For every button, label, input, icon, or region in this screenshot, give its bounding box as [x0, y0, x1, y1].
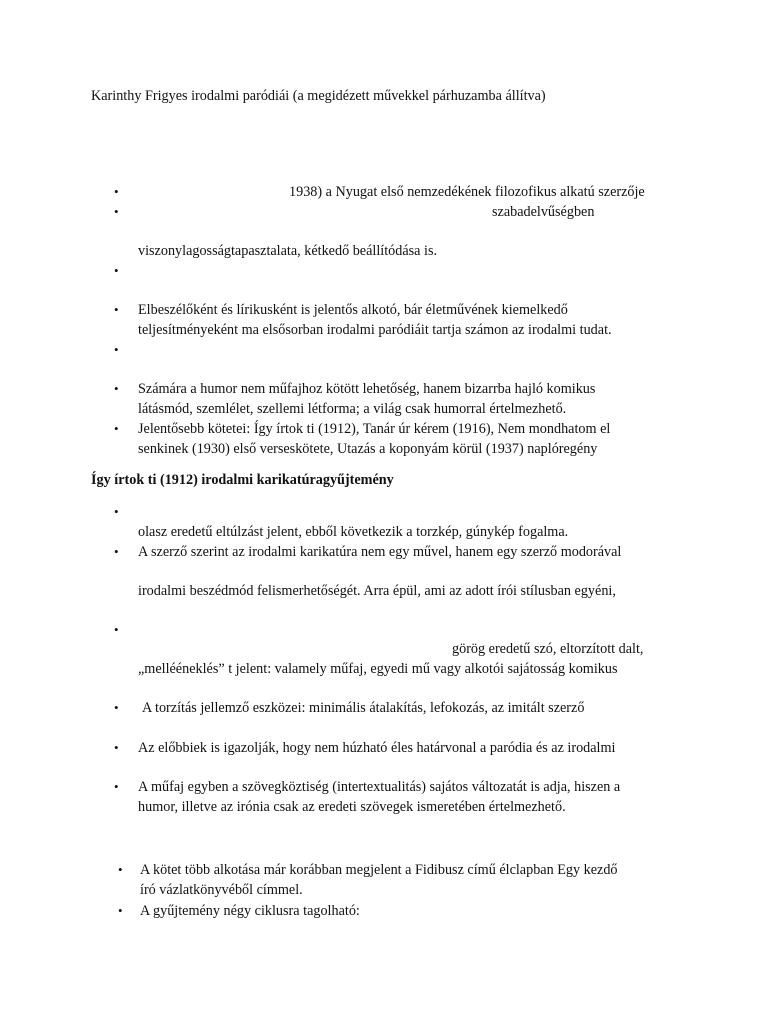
bullet: •: [114, 622, 119, 637]
list-item-continued: teljesítményeként ma elsősorban irodalmi paródiáit tartja számon az irodalmi tudat.: [138, 322, 612, 338]
bullet: •: [114, 779, 119, 794]
list-item-continued: „mellééneklés” t jelent: valamely műfaj, egyedi mű vagy alkotói sajátosság komikus: [138, 661, 618, 677]
list-item: Elbeszélőként és lírikusként is jelentős alkotó, bár életművének kiemelkedő: [138, 302, 568, 318]
list-item: A műfaj egyben a szövegköztiség (intertextualitás) sajátos változatát is adja, hiszen a: [138, 779, 621, 795]
list-item: 1938) a Nyugat első nemzedékének filozofikus alkatú szerzője: [289, 184, 645, 200]
list-item: A kötet több alkotása már korábban megjelent a Fidibusz című élclapban Egy kezdő: [140, 862, 618, 878]
list-item: A szerző szerint az irodalmi karikatúra nem egy művel, hanem egy szerző modorával: [138, 544, 622, 560]
list-item-continued: irodalmi beszédmód felismerhetőségét. Arra épül, ami az adott írói stílusban egyéni,: [138, 583, 616, 599]
bullet: •: [118, 862, 123, 877]
bullet: •: [114, 700, 119, 715]
list-item: A gyűjtemény négy ciklusra tagolható:: [140, 903, 360, 919]
list-item: szabadelvűségben: [492, 204, 595, 220]
list-item-continued: író vázlatkönyvéből címmel.: [140, 882, 303, 898]
list-item-continued: olasz eredetű eltúlzást jelent, ebből következik a torzkép, gúnykép fogalma.: [138, 524, 569, 540]
list-item: Jelentősebb kötetei: Így írtok ti (1912), Tanár úr kérem (1916), Nem mondhatom el: [138, 421, 611, 437]
bullet: •: [114, 302, 119, 317]
bullet: •: [114, 204, 119, 219]
bullet: •: [114, 342, 119, 357]
bullet: •: [114, 263, 119, 278]
list-item-continued: viszonylagosságtapasztalata, kétkedő beállítódása is.: [138, 243, 438, 259]
section-heading: Így írtok ti (1912) irodalmi karikatúragyűjtemény: [91, 472, 394, 488]
bullet: •: [114, 504, 119, 519]
page-title: Karinthy Frigyes irodalmi paródiái (a megidézett művekkel párhuzamba állítva): [91, 88, 546, 104]
bullet: •: [114, 544, 119, 559]
list-item-continued: humor, illetve az irónia csak az eredeti szövegek ismeretében értelmezhető.: [138, 799, 566, 815]
list-item: Az előbbiek is igazolják, hogy nem húzható éles határvonal a paródia és az irodalmi: [138, 740, 616, 756]
list-item: A torzítás jellemző eszközei: minimális átalakítás, lefokozás, az imitált szerző: [142, 700, 585, 716]
bullet: •: [114, 740, 119, 755]
list-item-continued: senkinek (1930) első verseskötete, Utazás a koponyám körül (1937) naplóregény: [138, 441, 598, 457]
bullet: •: [114, 421, 119, 436]
list-item: görög eredetű szó, eltorzított dalt,: [452, 641, 644, 657]
list-item: Számára a humor nem műfajhoz kötött lehetőség, hanem bizarrba hajló komikus: [138, 381, 596, 397]
bullet: •: [118, 903, 123, 918]
list-item-continued: látásmód, szemlélet, szellemi létforma; a világ csak humorral értelmezhető.: [138, 401, 567, 417]
bullet: •: [114, 381, 119, 396]
bullet: •: [114, 184, 119, 199]
